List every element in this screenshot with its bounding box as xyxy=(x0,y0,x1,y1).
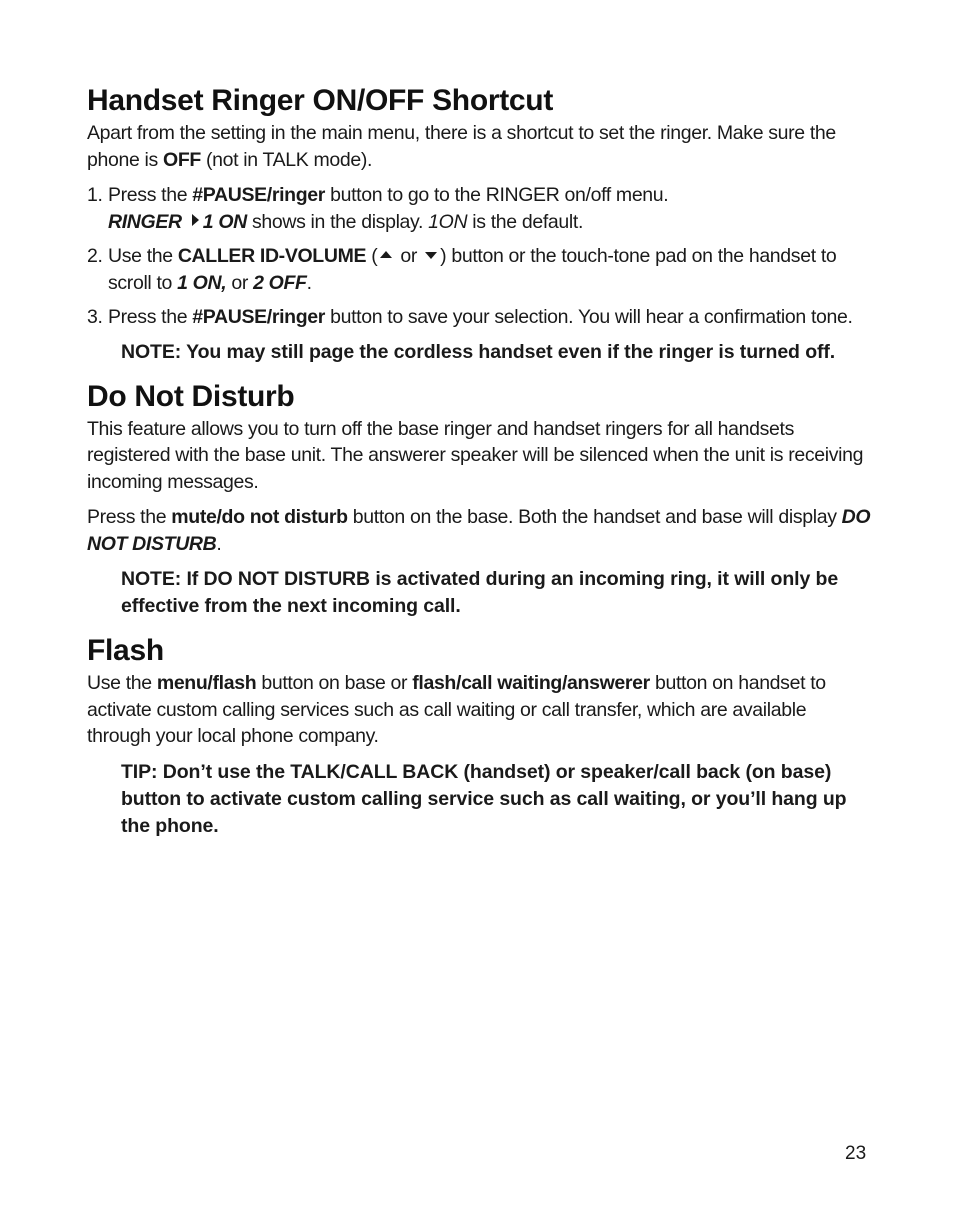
menu-flash-button-label: menu/flash xyxy=(156,672,257,694)
ringer-steps xyxy=(87,182,872,331)
dnd-section xyxy=(87,378,872,621)
option-1-on: 1 ON, xyxy=(177,271,227,294)
step-2: 2. Use the CALLER ID-VOLUME ( or ) button or the touch-tone pad on the handset to scroll to 1 ON, or 2 OFF. xyxy=(87,245,837,294)
page-number: 23 xyxy=(845,1143,867,1164)
dnd-paragraph-2: Press the mute/do not disturb button on the base. Both the handset and base will display DO NOT DISTURB. xyxy=(87,506,871,555)
mute-dnd-button-label: mute/do not disturb xyxy=(171,506,348,528)
dnd-paragraph-1: This feature allows you to turn off the base ringer and handset ringers for all handsets registered with the base unit. The answerer speaker will be silenced when the unit is receiving incoming messages. xyxy=(87,417,864,493)
display-1-on: 1 ON xyxy=(202,210,247,233)
ringer-heading: Handset Ringer ON/OFF Shortcut xyxy=(87,84,554,117)
ringer-intro: Apart from the setting in the main menu, there is a shortcut to set the ringer. Make sure the phone is OFF (not in TALK mode). xyxy=(87,122,836,171)
step-1: 1. Press the #PAUSE/ringer button to go to the RINGER on/off menu. RINGER 1 ON shows in the display. 1ON is the default. xyxy=(87,184,669,233)
display-ringer: RINGER xyxy=(108,210,182,233)
triangle-up-icon xyxy=(380,251,392,258)
flash-call-waiting-button-label: flash/call waiting/answerer xyxy=(412,672,650,694)
pause-ringer-button-label: #PAUSE/ringer xyxy=(192,306,326,328)
triangle-right-icon xyxy=(192,214,199,226)
option-2-off: 2 OFF xyxy=(253,271,307,294)
ringer-section xyxy=(87,82,872,366)
manual-page xyxy=(87,78,872,844)
dnd-note: NOTE: If DO NOT DISTURB is activated during an incoming ring, it will only be effective from the next incoming call. xyxy=(121,568,839,617)
flash-paragraph: Use the menu/flash button on base or flash/call waiting/answerer button on handset to activate custom calling services such as call waiting or call transfer, which are available through your local phone company. xyxy=(87,672,826,747)
ringer-note: NOTE: You may still page the cordless handset even if the ringer is turned off. xyxy=(121,340,836,363)
default-value: 1ON xyxy=(428,210,468,233)
caller-id-volume-label: CALLER ID-VOLUME xyxy=(177,245,367,267)
dnd-heading: Do Not Disturb xyxy=(87,379,295,413)
flash-section xyxy=(87,632,872,840)
step-3: 3. Press the #PAUSE/ringer button to save your selection. You will hear a confirmation tone. xyxy=(87,306,853,328)
display-do-not-disturb: DO NOT DISTURB xyxy=(87,506,871,555)
pause-ringer-button-label: #PAUSE/ringer xyxy=(192,184,326,206)
flash-heading: Flash xyxy=(87,634,164,667)
flash-tip: TIP: Don’t use the TALK/CALL BACK (handset) or speaker/call back (on base) button to activate custom calling service such as call waiting, or you’ll hang up the phone. xyxy=(121,760,847,837)
off-keyword: OFF xyxy=(163,148,201,171)
triangle-down-icon xyxy=(425,252,437,259)
